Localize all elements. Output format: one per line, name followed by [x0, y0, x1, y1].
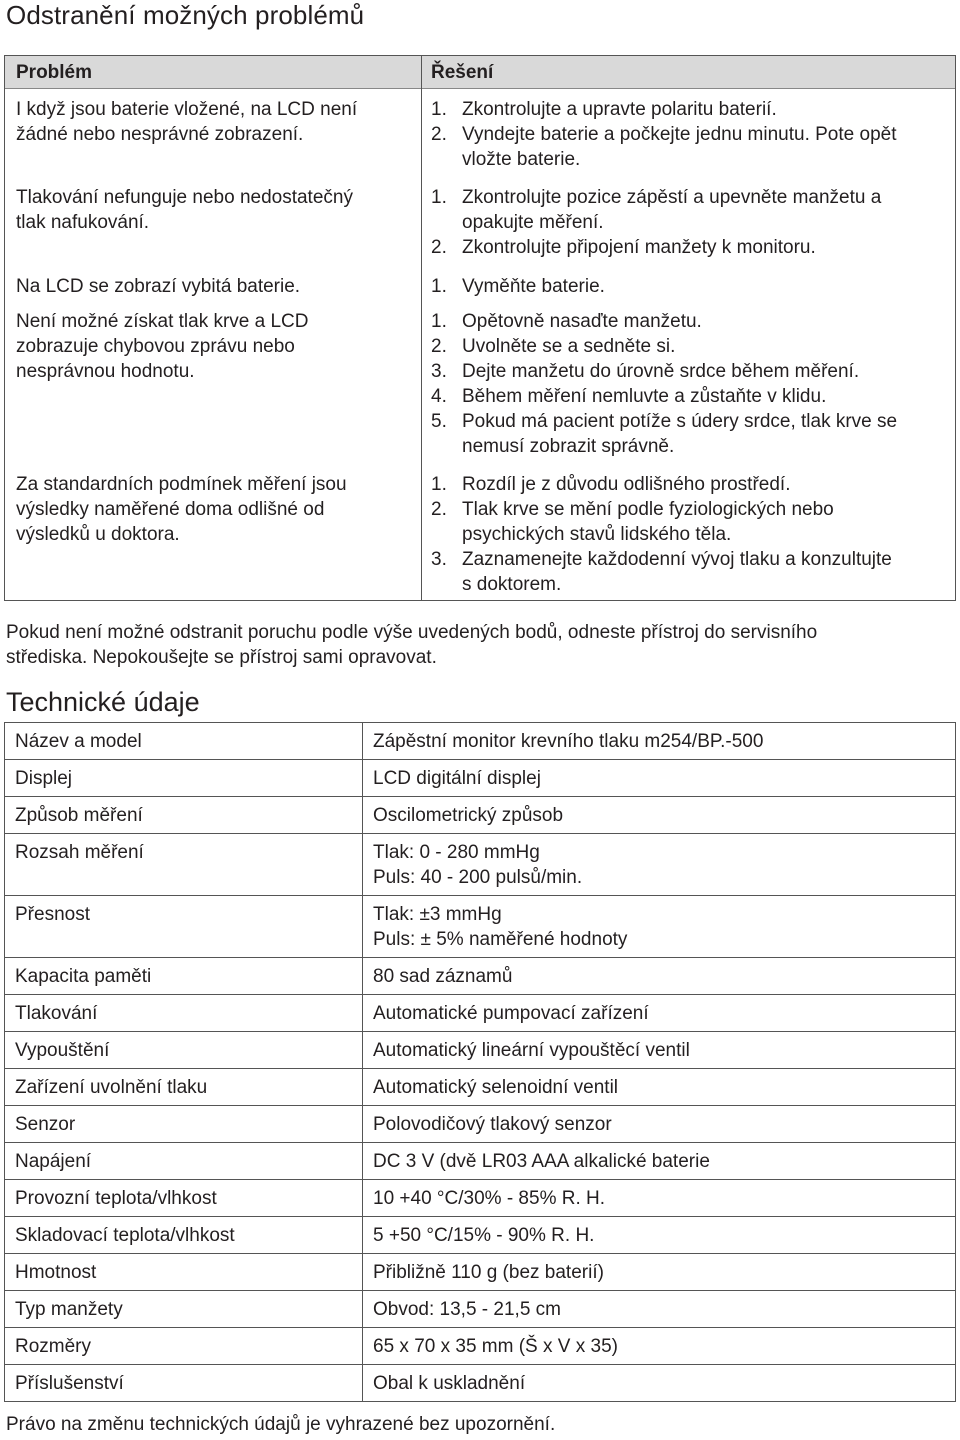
solution-cell	[431, 97, 896, 172]
step-text: Zkontrolujte pozice zápěstí a upevněte manžetu a	[462, 187, 882, 208]
spec-value	[363, 1254, 956, 1291]
spec-label: Rozměry	[5, 1328, 363, 1365]
spec-row	[5, 797, 956, 834]
problem-text: zobrazuje chybovou zprávu nebo	[16, 336, 295, 357]
step-text: nemusí zobrazit správně.	[462, 436, 675, 457]
step-text: Vyměňte baterie.	[462, 276, 605, 297]
troubleshooting-title: Odstranění možných problémů	[6, 0, 365, 30]
solution-step	[431, 185, 881, 210]
specs-table	[4, 722, 956, 1402]
solution-step	[431, 497, 892, 522]
spec-label: Provozní teplota/vlhkost	[5, 1180, 363, 1217]
column-divider	[421, 55, 422, 600]
spec-value-line: Tlak: 0 - 280 mmHg	[373, 842, 540, 863]
spec-value	[363, 760, 956, 797]
spec-row	[5, 1291, 956, 1328]
spec-value	[363, 1143, 956, 1180]
step-text: Opětovně nasaďte manžetu.	[462, 311, 702, 332]
note-line: Pokud není možné odstranit poruchu podle výše uvedených bodů, odneste přístroj do servisního	[6, 622, 818, 643]
spec-value-line: Automatické pumpovací zařízení	[373, 1003, 649, 1024]
spec-value-line: Oscilometrický způsob	[373, 805, 564, 826]
spec-row	[5, 995, 956, 1032]
solution-step	[431, 274, 605, 299]
step-text: psychických stavů lidského těla.	[462, 524, 732, 545]
spec-label: Skladovací teplota/vlhkost	[5, 1217, 363, 1254]
solution-cell	[431, 274, 605, 299]
problem-cell	[16, 97, 357, 147]
problem-cell	[16, 274, 300, 299]
spec-value	[363, 834, 956, 896]
solution-cell	[431, 309, 897, 459]
spec-value-line: 10 +40 °C/30% - 85% R. H.	[373, 1188, 606, 1209]
spec-row	[5, 760, 956, 797]
step-text: Pokud má pacient potíže s údery srdce, tlak krve se	[462, 411, 898, 432]
problem-text: I když jsou baterie vložené, na LCD není	[16, 99, 358, 120]
spec-label: Příslušenství	[5, 1365, 363, 1402]
header-problem: Problém	[16, 62, 93, 83]
spec-label: Název a model	[5, 723, 363, 760]
spec-label: Způsob měření	[5, 797, 363, 834]
step-text: Dejte manžetu do úrovně srdce během měření.	[462, 361, 860, 382]
step-text: Rozdíl je z důvodu odlišného prostředí.	[462, 474, 791, 495]
spec-value-line: Přibližně 110 g (bez baterií)	[373, 1262, 604, 1283]
problem-text: Na LCD se zobrazí vybitá baterie.	[16, 276, 301, 297]
problem-text: Za standardních podmínek měření jsou	[16, 474, 347, 495]
problem-text: výsledky naměřené doma odlišné od	[16, 499, 325, 520]
spec-value	[363, 1180, 956, 1217]
problem-text: Tlakování nefunguje nebo nedostatečný	[16, 187, 353, 208]
spec-label: Zařízení uvolnění tlaku	[5, 1069, 363, 1106]
spec-value-line: Automatický lineární vypouštěcí ventil	[373, 1040, 690, 1061]
step-text: Uvolněte se a sedněte si.	[462, 336, 676, 357]
step-text: Během měření nemluvte a zůstaňte v klidu.	[462, 386, 827, 407]
step-number: 1.	[431, 474, 447, 495]
solution-step	[431, 359, 897, 384]
spec-value	[363, 1106, 956, 1143]
step-text: Zkontrolujte připojení manžety k monitoru.	[462, 237, 816, 258]
solution-step	[431, 122, 896, 147]
spec-row	[5, 896, 956, 958]
solution-step	[431, 434, 897, 459]
solution-step	[431, 97, 896, 122]
spec-label: Kapacita paměti	[5, 958, 363, 995]
spec-label: Hmotnost	[5, 1254, 363, 1291]
note-line: střediska. Nepokoušejte se přístroj sami opravovat.	[6, 647, 437, 668]
solution-step	[431, 334, 897, 359]
spec-row	[5, 958, 956, 995]
step-number: 1.	[431, 311, 447, 332]
spec-value-line: Obal k uskladnění	[373, 1373, 526, 1394]
spec-value-line: Obvod: 13,5 - 21,5 cm	[373, 1299, 561, 1320]
spec-value-line: Polovodičový tlakový senzor	[373, 1114, 612, 1135]
spec-row	[5, 1106, 956, 1143]
spec-label: Napájení	[5, 1143, 363, 1180]
solution-step	[431, 235, 881, 260]
step-number: 1.	[431, 187, 447, 208]
spec-label: Typ manžety	[5, 1291, 363, 1328]
spec-row	[5, 723, 956, 760]
problem-text: tlak nafukování.	[16, 212, 150, 233]
spec-value	[363, 995, 956, 1032]
solution-cell	[431, 185, 881, 260]
spec-value	[363, 797, 956, 834]
solution-step	[431, 309, 897, 334]
spec-value	[363, 1291, 956, 1328]
spec-row	[5, 1032, 956, 1069]
step-number: 5.	[431, 411, 447, 432]
spec-row	[5, 1143, 956, 1180]
spec-value-line: Zápěstní monitor krevního tlaku m254/BP.-500	[373, 731, 764, 752]
solution-step	[431, 472, 892, 497]
problem-text: Není možné získat tlak krve a LCD	[16, 311, 309, 332]
solution-step	[431, 210, 881, 235]
spec-value	[363, 958, 956, 995]
spec-row	[5, 1180, 956, 1217]
step-number: 4.	[431, 386, 447, 407]
problem-text: nesprávnou hodnotu.	[16, 361, 195, 382]
spec-value	[363, 723, 956, 760]
problem-text: výsledků u doktora.	[16, 524, 180, 545]
problem-text: žádné nebo nesprávné zobrazení.	[16, 124, 304, 145]
step-number: 1.	[431, 99, 447, 120]
spec-value-line: Puls: 40 - 200 pulsů/min.	[373, 867, 583, 888]
specs-footer-note: Právo na změnu technických údajů je vyhrazené bez upozornění.	[6, 1414, 556, 1435]
spec-value-line: Puls: ± 5% naměřené hodnoty	[373, 929, 628, 950]
solution-step	[431, 522, 892, 547]
spec-label: Displej	[5, 760, 363, 797]
service-note	[6, 620, 817, 670]
spec-label: Tlakování	[5, 995, 363, 1032]
header-solution: Řešení	[431, 62, 494, 83]
spec-row	[5, 1069, 956, 1106]
solution-step	[431, 409, 897, 434]
solution-cell	[431, 472, 892, 597]
step-number: 1.	[431, 276, 447, 297]
spec-value	[363, 1032, 956, 1069]
solution-step	[431, 572, 892, 597]
step-number: 3.	[431, 361, 447, 382]
step-text: Vyndejte baterie a počkejte jednu minutu. Pote opět	[462, 124, 897, 145]
step-number: 2.	[431, 336, 447, 357]
step-text: vložte baterie.	[462, 149, 581, 170]
step-text: Zaznamenejte každodenní vývoj tlaku a konzultujte	[462, 549, 892, 570]
spec-label: Rozsah měření	[5, 834, 363, 896]
step-text: s doktorem.	[462, 574, 562, 595]
spec-row	[5, 1328, 956, 1365]
specs-title: Technické údaje	[6, 687, 200, 717]
spec-value-line: 5 +50 °C/15% - 90% R. H.	[373, 1225, 595, 1246]
solution-step	[431, 147, 896, 172]
spec-value-line: 65 x 70 x 35 mm (Š x V x 35)	[373, 1336, 618, 1357]
spec-value	[363, 1217, 956, 1254]
step-text: opakujte měření.	[462, 212, 604, 233]
step-number: 3.	[431, 549, 447, 570]
spec-value-line: 80 sad záznamů	[373, 966, 513, 987]
step-number: 2.	[431, 124, 447, 145]
solution-step	[431, 547, 892, 572]
spec-value-line: Tlak: ±3 mmHg	[373, 904, 502, 925]
spec-row	[5, 834, 956, 896]
spec-value	[363, 896, 956, 958]
spec-value-line: DC 3 V (dvě LR03 AAA alkalické baterie	[373, 1151, 710, 1172]
spec-row	[5, 1365, 956, 1402]
spec-value	[363, 1328, 956, 1365]
spec-label: Přesnost	[5, 896, 363, 958]
spec-row	[5, 1217, 956, 1254]
step-text: Tlak krve se mění podle fyziologických nebo	[462, 499, 834, 520]
spec-value-line: LCD digitální displej	[373, 768, 541, 789]
spec-value	[363, 1365, 956, 1402]
problem-cell	[16, 472, 347, 547]
problem-cell	[16, 185, 353, 235]
troubleshooting-table	[4, 55, 956, 601]
problem-cell	[16, 309, 309, 384]
step-text: Zkontrolujte a upravte polaritu baterií.	[462, 99, 777, 120]
spec-value-line: Automatický selenoidní ventil	[373, 1077, 619, 1098]
spec-label: Senzor	[5, 1106, 363, 1143]
step-number: 2.	[431, 499, 447, 520]
spec-value	[363, 1069, 956, 1106]
solution-step	[431, 384, 897, 409]
spec-row	[5, 1254, 956, 1291]
spec-label: Vypouštění	[5, 1032, 363, 1069]
step-number: 2.	[431, 237, 447, 258]
